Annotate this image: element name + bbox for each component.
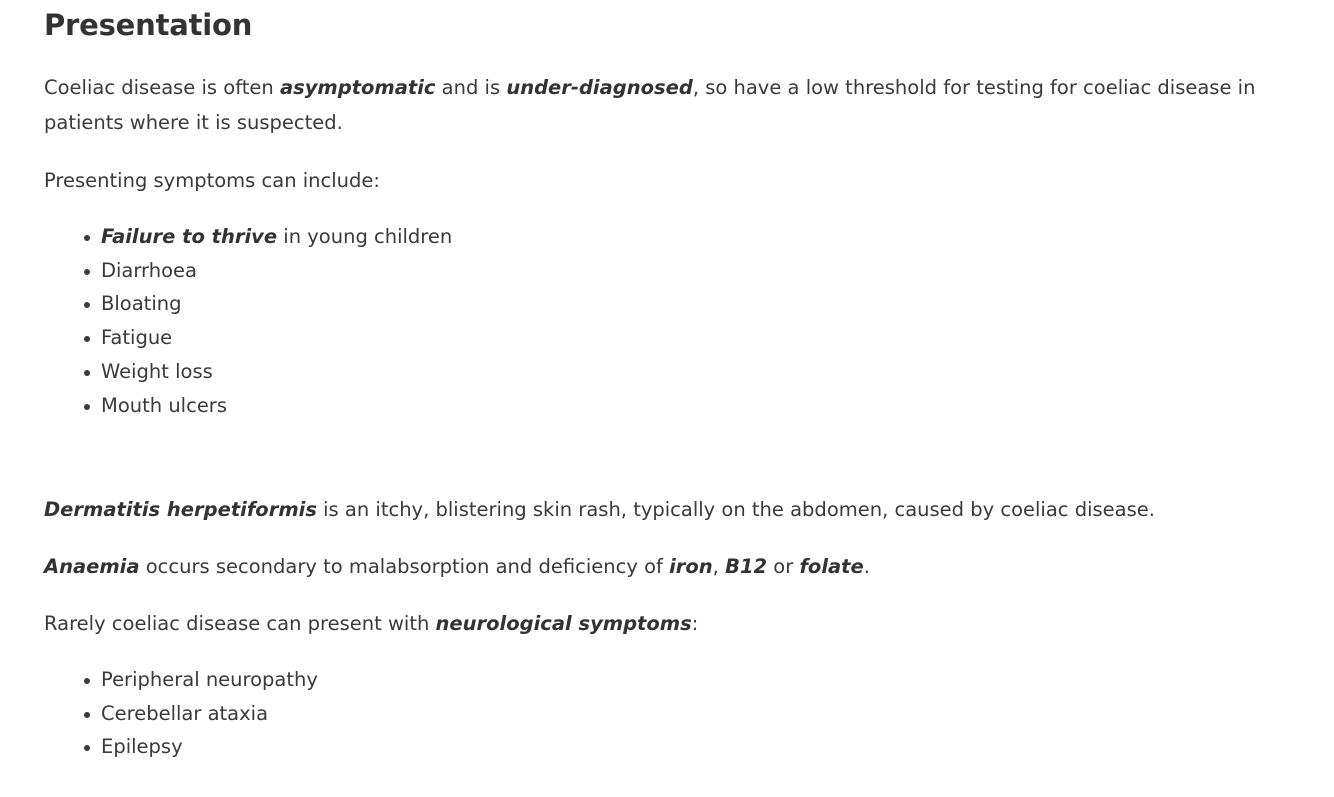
dermatitis-text: is an itchy, blistering skin rash, typically on the abdomen, caused by coeliac disease. xyxy=(316,498,1155,521)
neuro-paragraph xyxy=(44,606,698,641)
dermatitis-emphasis: Dermatitis herpetiformis xyxy=(44,498,317,521)
intro-text-1: Coeliac disease is often xyxy=(44,76,280,99)
list-item: Cerebellar ataxia xyxy=(84,697,318,731)
failure-to-thrive-emphasis: Failure to thrive xyxy=(101,225,278,248)
intro-text-3: , so have a low threshold for testing for coeliac disease in patients where it is suspected. xyxy=(44,76,1256,134)
folate-emphasis: folate xyxy=(799,555,864,578)
anaemia-text-1: occurs secondary to malabsorption and deficiency of xyxy=(139,555,670,578)
list-item: Diarrhoea xyxy=(84,254,452,288)
list-item: Weight loss xyxy=(84,355,452,389)
b12-emphasis: B12 xyxy=(725,555,768,578)
iron-emphasis: iron xyxy=(669,555,713,578)
neuro-list xyxy=(84,663,318,764)
anaemia-emphasis: Anaemia xyxy=(44,555,140,578)
neuro-end: : xyxy=(691,612,699,635)
anaemia-paragraph xyxy=(44,549,870,584)
list-item-text: in young children xyxy=(277,225,453,248)
section-heading: Presentation xyxy=(44,8,253,42)
anaemia-separator-1: , xyxy=(712,555,726,578)
list-item xyxy=(84,220,452,254)
dermatitis-paragraph xyxy=(44,492,1155,527)
list-item: Mouth ulcers xyxy=(84,389,452,423)
under-diagnosed-emphasis: under-diagnosed xyxy=(506,76,693,99)
symptoms-list xyxy=(84,220,452,422)
neuro-text: Rarely coeliac disease can present with xyxy=(44,612,436,635)
list-item: Fatigue xyxy=(84,321,452,355)
anaemia-end: . xyxy=(863,555,870,578)
list-item: Bloating xyxy=(84,287,452,321)
list-item: Peripheral neuropathy xyxy=(84,663,318,697)
neurological-symptoms-emphasis: neurological symptoms xyxy=(435,612,692,635)
intro-text-2: and is xyxy=(435,76,507,99)
asymptomatic-emphasis: asymptomatic xyxy=(279,76,436,99)
anaemia-separator-2: or xyxy=(767,555,800,578)
list-item: Epilepsy xyxy=(84,730,318,764)
intro-paragraph xyxy=(44,70,1324,140)
symptoms-lead-paragraph: Presenting symptoms can include: xyxy=(44,169,380,192)
